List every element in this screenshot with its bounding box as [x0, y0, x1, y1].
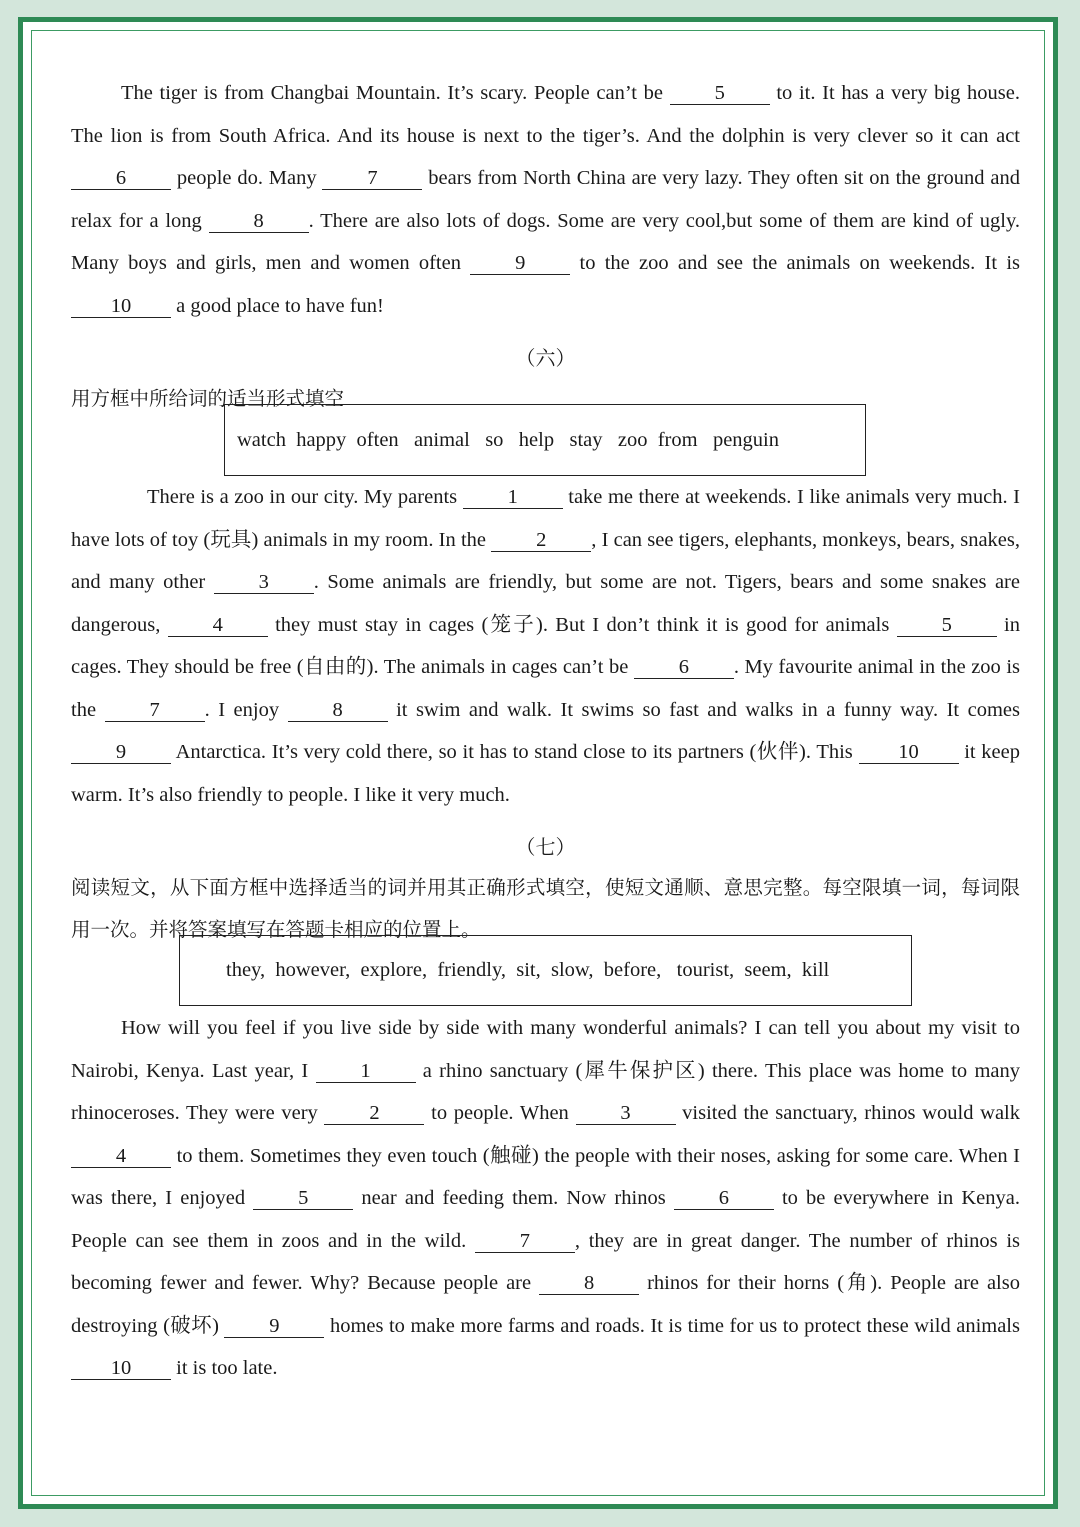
section-7-instruction: 阅读短文，从下面方框中选择适当的词并用其正确形式填空，使短文通顺、意思完整。每空限填一词，每词限用一次。并将答案填写在答题卡相应的位置上。 [71, 876, 1020, 941]
section-6-heading: （六） [515, 346, 576, 370]
blank-3[interactable]: 3 [576, 1102, 676, 1125]
blank-2[interactable]: 2 [324, 1102, 424, 1125]
blank-8[interactable]: 8 [209, 210, 309, 233]
blank-9[interactable]: 9 [224, 1315, 324, 1338]
blank-7[interactable]: 7 [475, 1230, 575, 1253]
blank-8[interactable]: 8 [539, 1272, 639, 1295]
blank-2[interactable]: 2 [491, 529, 591, 552]
blank-7[interactable]: 7 [322, 167, 422, 190]
passage-3: How will you feel if you live side by side with many wonderful animals? I can tell you about my visit to Nairobi, Kenya. Last year, I 1 a rhino sanctuary (犀牛保护区) there. This place was home to many rhinoceroses. They were very 2 to people. When 3 visited the sanctuary, rhinos would walk 4 to them. Sometimes they even touch (触碰) the people with their noses, asking for some care. When I was there, I enjoyed 5 near and feeding them. Now rhinos 6 to be everywhere in Kenya. People can see them in zoos and in the wild. 7 , they are in great danger. The number of rhinos is becoming fewer and fewer. Why? Because people are 8 rhinos for their horns (角). People are also destroying (破坏) 9 homes to make more farms and roads. It is time for us to protect these wild animals 10 it is too late. [71, 1017, 1020, 1379]
blank-10[interactable]: 10 [71, 1357, 171, 1380]
blank-3[interactable]: 3 [214, 571, 314, 594]
blank-6[interactable]: 6 [71, 167, 171, 190]
blank-9[interactable]: 9 [71, 741, 171, 764]
blank-6[interactable]: 6 [634, 656, 734, 679]
page-frame [18, 17, 1058, 1509]
section-6-word-list: watch happy often animal so help stay zoo from penguin [237, 428, 779, 451]
passage-1: The tiger is from Changbai Mountain. It’s scary. People can’t be 5 to it. It has a very big house. The lion is from South Africa. And its house is next to the tiger’s. And the dolphin is very clever so it can act 6 people do. Many 7 bears from North China are very lazy. They often sit on the ground and relax for a long 8 . There are also lots of dogs. Some are very cool,but some of them are kind of ugly. Many boys and girls, men and women often 9 to the zoo and see the animals on weekends. It is 10 a good place to have fun! [71, 82, 1020, 317]
blank-5[interactable]: 5 [897, 614, 997, 637]
blank-1[interactable]: 1 [316, 1060, 416, 1083]
blank-5[interactable]: 5 [253, 1187, 353, 1210]
blank-4[interactable]: 4 [168, 614, 268, 637]
blank-5[interactable]: 5 [670, 82, 770, 105]
blank-1[interactable]: 1 [463, 486, 563, 509]
blank-10[interactable]: 10 [71, 295, 171, 318]
blank-10[interactable]: 10 [859, 741, 959, 764]
section-6-instruction: 用方框中所给词的适当形式填空 [71, 387, 345, 410]
section-6-word-box [224, 404, 866, 476]
blank-7[interactable]: 7 [105, 699, 205, 722]
blank-8[interactable]: 8 [288, 699, 388, 722]
section-7-heading: （七） [515, 835, 576, 859]
passage-2: There is a zoo in our city. My parents 1 take me there at weekends. I like animals very much. I have lots of toy (玩具) animals in my room. In the 2 , I can see tigers, elephants, monkeys, bears, snakes, and many other 3 . Some animals are friendly, but some are not. Tigers, bears and some snakes are dangerous, 4 they must stay in cages (笼子). But I don’t think it is good for animals 5 in cages. They should be free (自由的). The animals in cages can’t be 6 . My favourite animal in the zoo is the 7 . I enjoy 8 it swim and walk. It swims so fast and walks in a funny way. It comes 9 Antarctica. It’s very cold there, so it has to stand close to its partners (伙伴). This 10 it keep warm. It’s also friendly to people. I like it very much. [71, 486, 1021, 806]
blank-4[interactable]: 4 [71, 1145, 171, 1168]
section-7-word-box [179, 935, 912, 1006]
blank-9[interactable]: 9 [470, 252, 570, 275]
section-7-word-list: they, however, explore, friendly, sit, slow, before, tourist, seem, kill [226, 959, 830, 981]
blank-6[interactable]: 6 [674, 1187, 774, 1210]
